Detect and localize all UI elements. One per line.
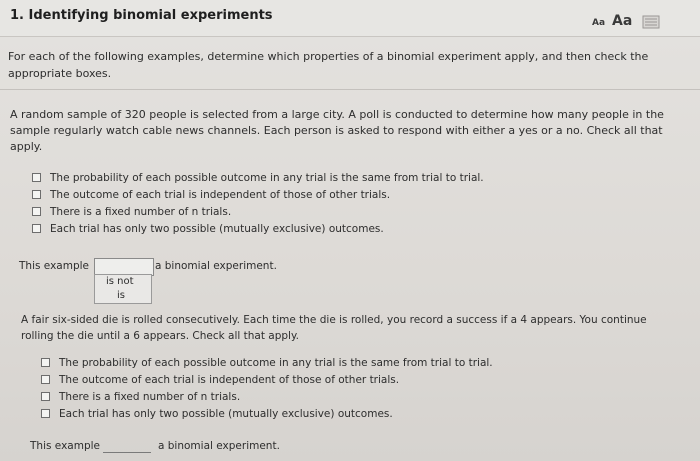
checklist-item[interactable]	[41, 371, 493, 388]
checkbox[interactable]	[41, 375, 50, 384]
checkbox[interactable]	[32, 190, 41, 199]
scenario-2-text: A fair six-sided die is rolled consecutively. Each time the die is rolled, you record a success if a 4 appears. You continue rolling the die until a 6 appears. Check all that apply.	[21, 314, 647, 342]
example-1-suffix: a binomial experiment.	[155, 260, 277, 272]
question-title: 1. Identifying binomial experiments	[10, 8, 273, 23]
checklist-item[interactable]	[41, 405, 493, 422]
checklist-item[interactable]	[32, 220, 484, 237]
question-header	[0, 0, 700, 37]
checklist-item[interactable]	[32, 169, 484, 186]
book-icon[interactable]	[642, 15, 660, 29]
dropdown-options	[94, 274, 152, 304]
scenario-2-checklist	[41, 354, 493, 422]
checkbox-label: Each trial has only two possible (mutually exclusive) outcomes.	[59, 407, 393, 420]
checkbox[interactable]	[32, 224, 41, 233]
checkbox[interactable]	[32, 173, 41, 182]
increase-font-button[interactable]: Aa	[612, 13, 633, 29]
checkbox[interactable]	[41, 358, 50, 367]
checkbox-label: There is a fixed number of n trials.	[59, 390, 241, 403]
checkbox-label: The probability of each possible outcome in any trial is the same from trial to trial.	[59, 356, 493, 369]
example-2-prefix: This example	[30, 440, 100, 452]
option-is[interactable]: is	[117, 290, 125, 301]
checkbox[interactable]	[41, 409, 50, 418]
example-1-prefix: This example	[19, 260, 89, 272]
checkbox[interactable]	[41, 392, 50, 401]
checkbox-label: The outcome of each trial is independent of those of other trials.	[50, 188, 391, 201]
scenario-1-checklist	[32, 169, 484, 237]
checklist-item[interactable]	[32, 203, 484, 220]
example-2-suffix: a binomial experiment.	[158, 440, 280, 452]
scenario-1-text: A random sample of 320 people is selected from a large city. A poll is conducted to determine how many people in the sample regularly watch cable news channels. Each person is asked to respond with either a yes or a no. Check all that apply.	[10, 108, 664, 153]
checklist-item[interactable]	[41, 354, 493, 371]
binomial-answer-blank[interactable]	[103, 452, 151, 453]
checklist-item[interactable]	[32, 186, 484, 203]
instructions-text: For each of the following examples, determine which properties of a binomial experiment apply, and then check the appropriate boxes.	[8, 50, 649, 80]
checkbox[interactable]	[32, 207, 41, 216]
decrease-font-button[interactable]: Aa	[592, 18, 606, 28]
option-is-not[interactable]: is not	[106, 276, 134, 287]
checkbox-label: There is a fixed number of n trials.	[50, 205, 232, 218]
section-divider	[0, 89, 700, 90]
checkbox-label: Each trial has only two possible (mutually exclusive) outcomes.	[50, 222, 384, 235]
checklist-item[interactable]	[41, 388, 493, 405]
checkbox-label: The probability of each possible outcome in any trial is the same from trial to trial.	[50, 171, 484, 184]
checkbox-label: The outcome of each trial is independent of those of other trials.	[59, 373, 400, 386]
